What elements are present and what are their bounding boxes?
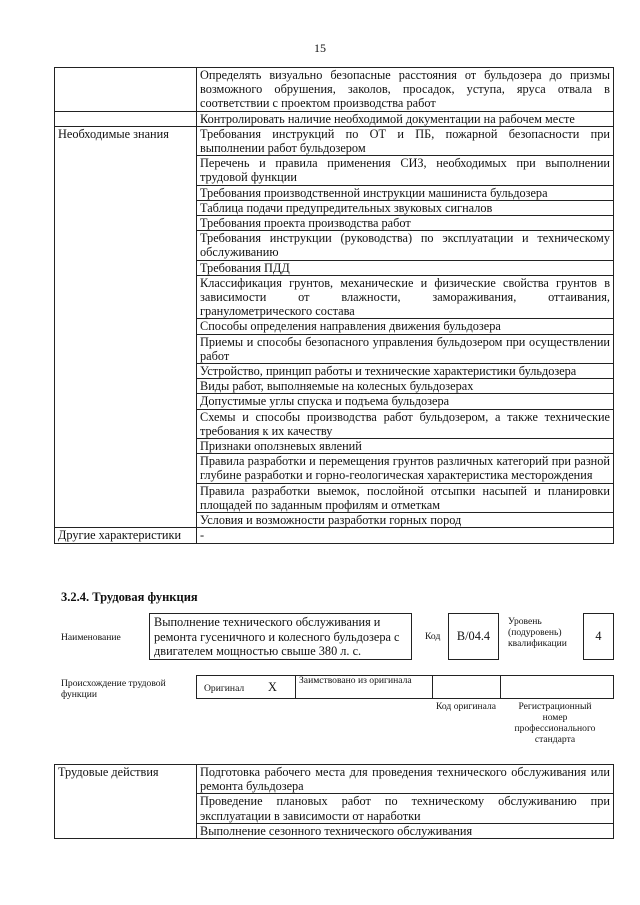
borrowed-label: Заимствовано из оригинала (299, 675, 412, 686)
table-cell: Требования инструкций по ОТ и ПБ, пожарной безопасности при выполнении работ бульдозером (197, 126, 614, 155)
table-cell: Условия и возможности разработки горных пород (197, 513, 614, 528)
code-value-box: B/04.4 (448, 613, 499, 660)
table-cell: Требования проекта производства работ (197, 216, 614, 231)
table-cell-empty (55, 68, 197, 112)
table-cell: Признаки оползневых явлений (197, 439, 614, 454)
knowledge-table (54, 67, 614, 544)
table-cell: Правила разработки выемок, послойной отсыпки насыпей и планировки площадей по заданным профилям и отметкам (197, 483, 614, 512)
table-row (55, 765, 614, 794)
table-cell: Выполнение сезонного технического обслуживания (197, 823, 614, 838)
table-cell: Требования производственной инструкции машиниста бульдозера (197, 185, 614, 200)
code-label: Код (425, 631, 441, 642)
section-title: 3.2.4. Трудовая функция (61, 590, 198, 604)
borrowed-cell (295, 676, 433, 698)
table-cell: Требования ПДД (197, 260, 614, 275)
reg-number-label: Регистрационный номер профессионального стандарта (514, 701, 596, 745)
other-label: Другие характеристики (55, 528, 197, 543)
actions-table (54, 764, 614, 839)
table-cell: Классификация грунтов, механические и физические свойства грунтов в зависимости от влажности, замораживания, оттаивания, гранулометрического состава (197, 275, 614, 319)
origin-label: Происхождение трудовой функции (61, 678, 166, 700)
table-row (55, 126, 614, 155)
origin-code-label: Код оригинала (435, 701, 497, 712)
page-number: 15 (314, 41, 326, 55)
origin-box (196, 675, 614, 699)
reg-number-cell (500, 676, 613, 698)
table-cell: Требования инструкции (руководства) по эксплуатации и техническому обслуживанию (197, 231, 614, 260)
actions-label: Трудовые действия (55, 765, 197, 839)
table-cell: Проведение плановых работ по техническому обслуживанию при эксплуатации в зависимости от наработки (197, 794, 614, 823)
table-cell: Перечень и правила применения СИЗ, необходимых при выполнении трудовой функции (197, 156, 614, 185)
table-row (55, 528, 614, 543)
name-value-box: Выполнение технического обслуживания и ремонта гусеничного и колесного бульдозера с двигателем мощностью свыше 380 л. с. (149, 613, 412, 660)
table-cell-empty (55, 111, 197, 126)
table-cell: Виды работ, выполняемые на колесных бульдозерах (197, 379, 614, 394)
knowledge-label: Необходимые знания (55, 126, 197, 527)
table-cell: Способы определения направления движения бульдозера (197, 319, 614, 334)
table-cell: Таблица подачи предупредительных звуковых сигналов (197, 200, 614, 215)
table-row (55, 111, 614, 126)
original-label: Оригинал (204, 683, 245, 694)
origin-code-cell (432, 676, 501, 698)
table-cell: Подготовка рабочего места для проведения технического обслуживания или ремонта бульдозера (197, 765, 614, 794)
table-cell: Контролировать наличие необходимой документации на рабочем месте (197, 111, 614, 126)
level-label: Уровень (подуровень) квалификации (508, 616, 567, 649)
table-row (55, 68, 614, 112)
level-value-box: 4 (583, 613, 614, 660)
name-label: Наименование (61, 632, 121, 643)
table-cell: Определять визуально безопасные расстояния от бульдозера до призмы возможного обрушения, заколов, просадок, уступа, яруса отвала в соответствии с проектом производства работ (197, 68, 614, 112)
other-value: - (197, 528, 614, 543)
original-mark: X (268, 680, 277, 694)
table-cell: Устройство, принцип работы и технические характеристики бульдозера (197, 364, 614, 379)
table-cell: Правила разработки и перемещения грунтов различных категорий при разной глубине разработки и горно-геологическая характеристика месторождения (197, 454, 614, 483)
table-cell: Схемы и способы производства работ бульдозером, а также технические требования к их качеству (197, 409, 614, 438)
table-cell: Приемы и способы безопасного управления бульдозером при осуществлении работ (197, 334, 614, 363)
original-cell (197, 676, 296, 698)
table-cell: Допустимые углы спуска и подъема бульдозера (197, 394, 614, 409)
